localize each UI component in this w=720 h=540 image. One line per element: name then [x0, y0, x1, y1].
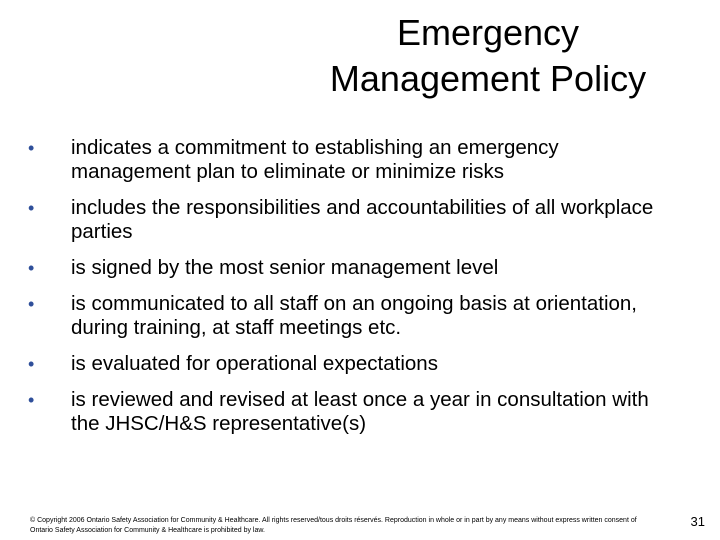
bullet-text: is evaluated for operational expectations	[71, 352, 438, 375]
bullet-dot-icon: •	[28, 138, 35, 158]
bullet-text: indicates a commitment to establishing an emergency management plan to eliminate or minimize risks	[71, 136, 559, 183]
bullet-dot-icon: •	[28, 390, 35, 410]
bullet-item	[28, 292, 678, 340]
bullet-item	[28, 136, 678, 184]
page-number: 31	[690, 514, 705, 529]
bullet-item	[28, 256, 678, 280]
bullet-dot-icon: •	[28, 354, 35, 374]
bullet-text: includes the responsibilities and accountabilities of all workplace parties	[71, 196, 654, 243]
bullet-item	[28, 352, 678, 376]
bullet-text: is signed by the most senior management level	[71, 256, 499, 279]
bullet-dot-icon: •	[28, 258, 35, 278]
bullet-dot-icon: •	[28, 294, 35, 314]
slide-title-line-1: Emergency	[396, 12, 580, 53]
bullet-item	[28, 388, 678, 436]
bullet-item	[28, 196, 678, 244]
bullet-text: is reviewed and revised at least once a year in consultation with the JHSC/H&S representative(s)	[71, 388, 649, 435]
bullet-dot-icon: •	[28, 198, 35, 218]
slide-title	[300, 10, 676, 102]
slide-title-line-2: Management Policy	[329, 58, 647, 99]
bullet-list	[28, 136, 678, 448]
bullet-text: is communicated to all staff on an ongoing basis at orientation, during training, at staff meetings etc.	[71, 292, 637, 339]
copyright-footer: © Copyright 2006 Ontario Safety Association for Community & Healthcare. All rights reserved/tous droits réservés. Reproduction in whole or in part by any means without express written consent of Ontario Safety Association for Community & Healthcare is prohibited by law.	[30, 517, 637, 534]
